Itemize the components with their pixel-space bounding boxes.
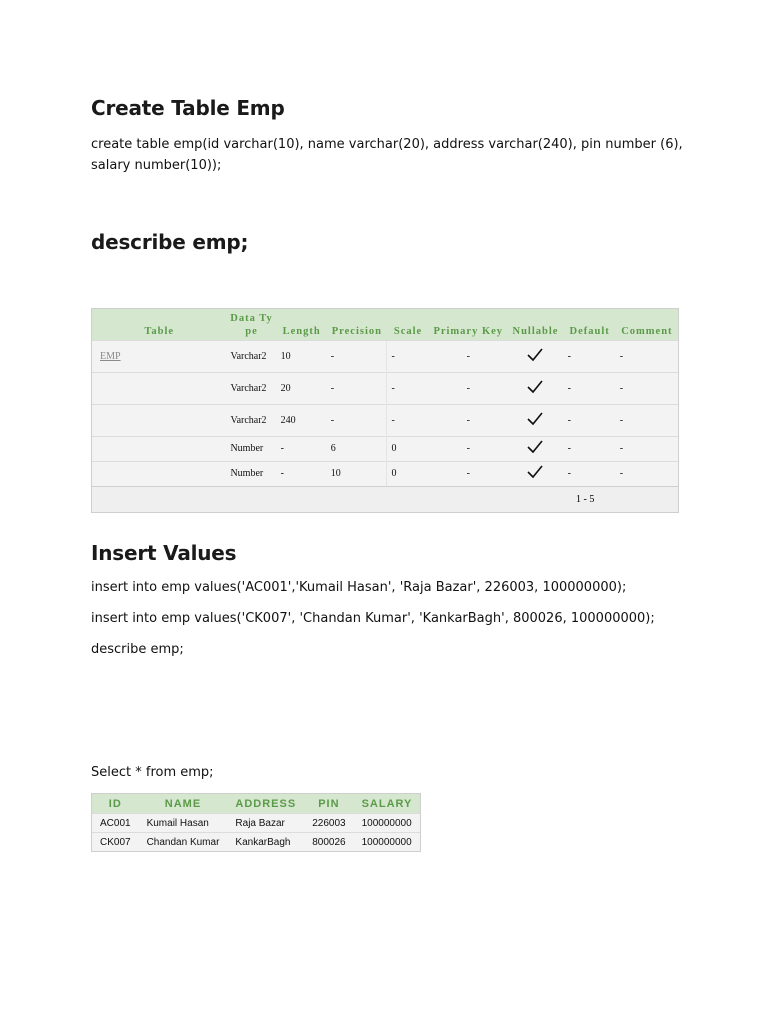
cell-salary: 100000000 <box>354 833 421 852</box>
cell-scale: - <box>387 373 429 405</box>
table-row <box>92 405 678 437</box>
table-row <box>92 814 420 833</box>
create-table-sql-line1: create table emp(id varchar(10), name varchar(20), address varchar(240), pin number (6), <box>91 137 683 152</box>
cell-default: - <box>564 405 616 437</box>
cell-type: Varchar2 <box>226 405 276 437</box>
check-icon <box>507 405 563 437</box>
cell-comment: - <box>616 373 678 405</box>
cell-comment: - <box>616 462 678 487</box>
describe-table-panel <box>91 308 679 513</box>
cell-pin: 226003 <box>304 814 353 833</box>
col-header-table[interactable]: Table <box>92 309 226 341</box>
cell-precision: - <box>327 373 387 405</box>
check-icon <box>507 341 563 373</box>
cell-comment: - <box>616 341 678 373</box>
cell-name: Chandan Kumar <box>139 833 228 852</box>
col-header-name[interactable]: NAME <box>139 794 228 814</box>
cell-primary-key: - <box>429 462 507 487</box>
cell-precision: 10 <box>327 462 387 487</box>
emp-table-link[interactable]: EMP <box>100 350 121 362</box>
create-table-sql-line2: salary number(10)); <box>91 158 222 173</box>
cell-precision: 6 <box>327 437 387 462</box>
check-icon <box>507 373 563 405</box>
col-header-pin[interactable]: PIN <box>304 794 353 814</box>
cell-precision: - <box>327 341 387 373</box>
cell-type: Number <box>226 437 276 462</box>
cell-length: - <box>277 462 327 487</box>
cell-precision: - <box>327 405 387 437</box>
select-statement: Select * from emp; <box>91 765 214 780</box>
col-header-comment[interactable]: Comment <box>616 309 678 341</box>
table-row <box>92 437 678 462</box>
insert-statement-1: insert into emp values('AC001','Kumail Hasan', 'Raja Bazar', 226003, 100000000); <box>91 580 627 595</box>
select-result-panel <box>91 793 421 852</box>
table-row <box>92 833 420 852</box>
cell-default: - <box>564 341 616 373</box>
cell-pin: 800026 <box>304 833 353 852</box>
cell-id: CK007 <box>92 833 139 852</box>
cell-type: Varchar2 <box>226 341 276 373</box>
pagination-bar <box>92 486 678 512</box>
table-row <box>92 462 678 487</box>
cell-scale: - <box>387 405 429 437</box>
cell-length: 20 <box>277 373 327 405</box>
cell-id: AC001 <box>92 814 139 833</box>
col-header-salary[interactable]: SALARY <box>354 794 421 814</box>
cell-default: - <box>564 437 616 462</box>
cell-scale: 0 <box>387 437 429 462</box>
select-header-row <box>92 794 420 814</box>
check-icon <box>507 437 563 462</box>
describe-table <box>92 309 678 486</box>
cell-primary-key: - <box>429 373 507 405</box>
cell-scale: 0 <box>387 462 429 487</box>
create-table-heading: Create Table Emp <box>91 96 285 120</box>
cell-primary-key: - <box>429 405 507 437</box>
cell-primary-key: - <box>429 341 507 373</box>
cell-comment: - <box>616 437 678 462</box>
select-result-table <box>92 794 420 851</box>
col-header-data-type[interactable]: Data Type <box>226 309 276 341</box>
pagination-label: 1 - 5 <box>576 494 595 505</box>
col-header-id[interactable]: ID <box>92 794 139 814</box>
cell-salary: 100000000 <box>354 814 421 833</box>
col-header-scale[interactable]: Scale <box>387 309 429 341</box>
cell-comment: - <box>616 405 678 437</box>
cell-length: 240 <box>277 405 327 437</box>
table-row <box>92 341 678 373</box>
describe-header-row <box>92 309 678 341</box>
col-header-length[interactable]: Length <box>277 309 327 341</box>
col-header-nullable[interactable]: Nullable <box>507 309 563 341</box>
cell-table <box>92 437 226 462</box>
cell-table <box>92 405 226 437</box>
describe-heading: describe emp; <box>91 230 249 254</box>
cell-default: - <box>564 373 616 405</box>
cell-type: Varchar2 <box>226 373 276 405</box>
describe-statement: describe emp; <box>91 642 184 657</box>
table-row <box>92 373 678 405</box>
cell-name: Kumail Hasan <box>139 814 228 833</box>
insert-statement-2: insert into emp values('CK007', 'Chandan Kumar', 'KankarBagh', 800026, 100000000); <box>91 611 655 626</box>
cell-default: - <box>564 462 616 487</box>
col-header-address[interactable]: ADDRESS <box>227 794 304 814</box>
cell-scale: - <box>387 341 429 373</box>
cell-table <box>92 373 226 405</box>
cell-table <box>92 462 226 487</box>
cell-length: 10 <box>277 341 327 373</box>
col-header-default[interactable]: Default <box>564 309 616 341</box>
insert-values-heading: Insert Values <box>91 541 237 565</box>
cell-length: - <box>277 437 327 462</box>
col-header-primary-key[interactable]: Primary Key <box>429 309 507 341</box>
cell-address: Raja Bazar <box>227 814 304 833</box>
cell-type: Number <box>226 462 276 487</box>
check-icon <box>507 462 563 487</box>
cell-primary-key: - <box>429 437 507 462</box>
cell-address: KankarBagh <box>227 833 304 852</box>
col-header-precision[interactable]: Precision <box>327 309 387 341</box>
